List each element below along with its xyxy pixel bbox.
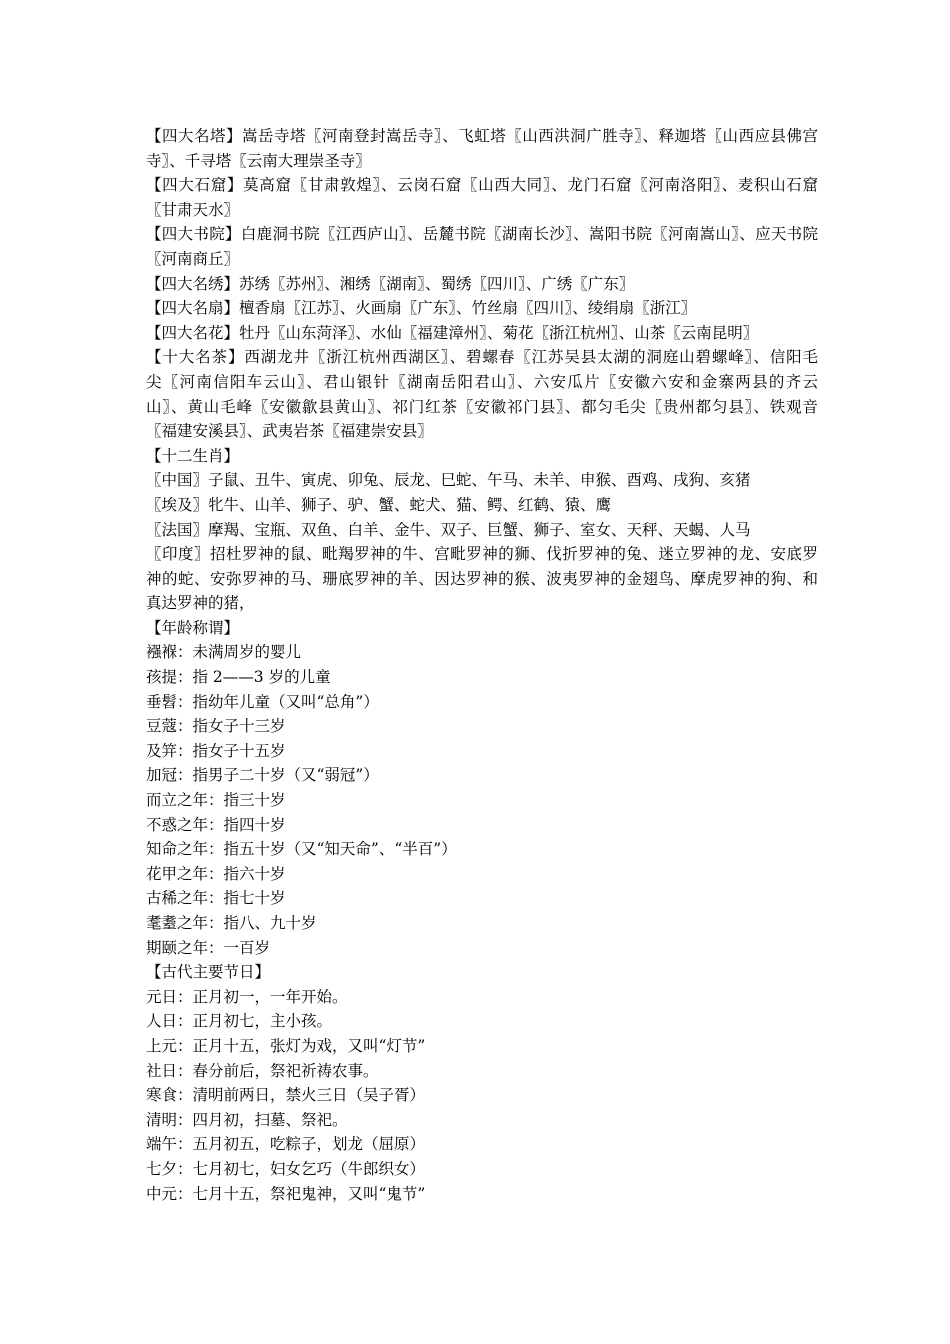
- festival-item: 七夕：七月初七，妇女乞巧（牛郎织女）: [146, 1159, 426, 1178]
- age-term-item: 襁褓：未满周岁的婴儿: [146, 643, 302, 662]
- zodiac-india-line-3: 真达罗神的猪，: [146, 594, 255, 613]
- zodiac-china-line: 〖中国〗子鼠、丑牛、寅虎、卯兔、辰龙、巳蛇、午马、未羊、申猴、酉鸡、戌狗、亥猪: [146, 471, 751, 490]
- festival-item: 人日：正月初七，主小孩。: [146, 1012, 333, 1031]
- age-term-item: 而立之年：指三十岁: [146, 791, 286, 810]
- age-term-item: 耄耋之年：指八、九十岁: [146, 914, 317, 932]
- festival-item: 清明：四月初，扫墓、祭祀。: [146, 1110, 348, 1129]
- zodiac-india-line-1: 〖印度〗招杜罗神的鼠、毗羯罗神的牛、宫毗罗神的狮、伐折罗神的兔、迷立罗神的龙、安底罗: [146, 545, 818, 564]
- festival-item: 中元：七月十五，祭祀鬼神，又叫“鬼节”: [146, 1184, 426, 1203]
- festival-item: 寒食：清明前两日，禁火三日（吴子胥）: [146, 1086, 426, 1105]
- ten-teas-line-4: 〖福建安溪县〗、武夷岩茶〖福建崇安县〗: [146, 422, 433, 441]
- four-flowers-line: 【四大名花】牡丹〖山东菏泽〗、水仙〖福建漳州〗、菊花〖浙江杭州〗、山茶〖云南昆明〗: [146, 323, 759, 342]
- four-pagodas-line-1: 【四大名塔】嵩岳寺塔〖河南登封嵩岳寺〗、飞虹塔〖山西洪洞广胜寺〗、释迦塔〖山西应县佛宫: [146, 127, 818, 145]
- four-embroideries-line: 【四大名绣】苏绣〖苏州〗、湘绣〖湖南〗、蜀绣〖四川〗、广绣〖广东〗: [146, 274, 635, 293]
- age-term-item: 期颐之年：一百岁: [146, 938, 271, 957]
- festival-item: 元日：正月初一，一年开始。: [146, 987, 348, 1006]
- zodiac-france-line: 〖法国〗摩羯、宝瓶、双鱼、白羊、金牛、双子、巨蟹、狮子、室女、天秤、天蝎、人马: [146, 520, 751, 539]
- age-term-item: 不惑之年：指四十岁: [146, 815, 286, 834]
- age-term-item: 加冠：指男子二十岁（又“弱冠”）: [146, 766, 379, 785]
- age-term-item: 知命之年：指五十岁（又“知天命”、“半百”）: [146, 840, 457, 859]
- festival-item: 端午：五月初五，吃粽子，划龙（屈原）: [146, 1135, 426, 1154]
- zodiac-heading: 【十二生肖】: [146, 446, 240, 465]
- ten-teas-line-1: 【十大名茶】西湖龙井〖浙江杭州西湖区〗、碧螺春〖江苏吴县太湖的洞庭山碧螺峰〗、信阳毛: [146, 348, 818, 367]
- age-term-item: 及笄：指女子十五岁: [146, 741, 286, 760]
- age-term-item: 孩提：指 2——3 岁的儿童: [146, 668, 331, 687]
- four-grottoes-line-2: 〖甘肃天水〗: [146, 200, 240, 219]
- age-term-item: 花甲之年：指六十岁: [146, 864, 286, 883]
- four-pagodas-line-2: 寺〗、千寻塔〖云南大理崇圣寺〗: [146, 151, 371, 170]
- festivals-heading: 【古代主要节日】: [146, 963, 271, 982]
- four-fans-line: 【四大名扇】檀香扇〖江苏〗、火画扇〖广东〗、竹丝扇〖四川〗、绫绢扇〖浙江〗: [146, 299, 697, 318]
- four-academies-line-1: 【四大书院】白鹿洞书院〖江西庐山〗、岳麓书院〖湖南长沙〗、嵩阳书院〖河南嵩山〗、应天书院: [146, 225, 818, 244]
- four-academies-line-2: 〖河南商丘〗: [146, 249, 240, 268]
- four-grottoes-line-1: 【四大石窟】莫高窟〖甘肃敦煌〗、云岗石窟〖山西大同〗、龙门石窟〖河南洛阳〗、麦积山石窟: [146, 176, 818, 195]
- age-term-item: 豆蔻：指女子十三岁: [146, 717, 286, 736]
- zodiac-india-line-2: 神的蛇、安弥罗神的马、珊底罗神的羊、因达罗神的猴、波夷罗神的金翅鸟、摩虎罗神的狗、和: [146, 569, 818, 588]
- age-terms-heading: 【年龄称谓】: [146, 618, 240, 637]
- zodiac-egypt-line: 〖埃及〗牝牛、山羊、狮子、驴、蟹、蛇犬、猫、鳄、红鹤、猿、鹰: [146, 495, 612, 514]
- ten-teas-line-2: 尖〖河南信阳车云山〗、君山银针〖湖南岳阳君山〗、六安瓜片〖安徽六安和金寨两县的齐云: [146, 372, 818, 391]
- ten-teas-line-3: 山〗、黄山毛峰〖安徽歙县黄山〗、祁门红茶〖安徽祁门县〗、都匀毛尖〖贵州都匀县〗、铁观音: [146, 397, 818, 416]
- festival-item: 社日：春分前后，祭祀祈祷农事。: [146, 1061, 379, 1080]
- age-term-item: 垂髫：指幼年儿童（又叫“总角”）: [146, 692, 379, 711]
- age-term-item: 古稀之年：指七十岁: [146, 889, 286, 908]
- festival-item: 上元：正月十五，张灯为戏，又叫“灯节”: [146, 1036, 426, 1055]
- document-body: [146, 124, 818, 1206]
